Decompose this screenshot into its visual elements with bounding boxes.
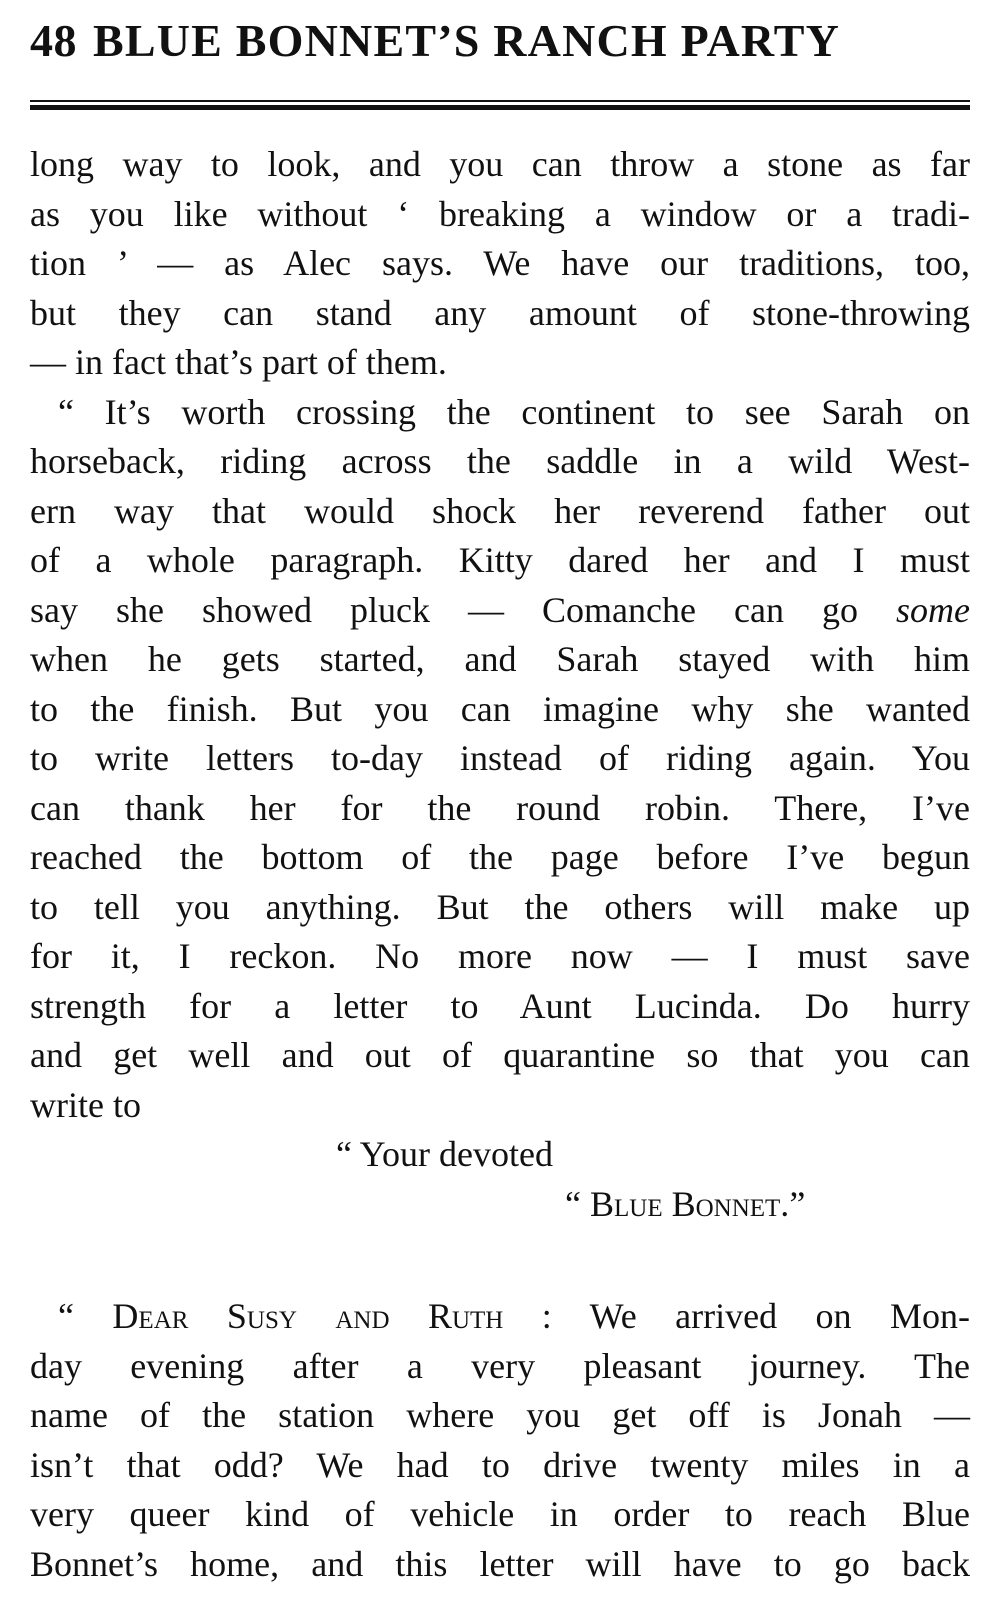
text-line: “ It’s worth crossing the continent to see Sarah on <box>58 391 970 432</box>
text-line: very queer kind of vehicle in order to reach Blue <box>30 1494 970 1534</box>
text-line: long way to look, and you can throw a stone as far <box>30 144 970 184</box>
text-line: Bonnet’s home, and this letter will have to go back <box>30 1543 970 1584</box>
text-segment: say she showed pluck — Comanche can go <box>30 589 858 630</box>
salutation-line <box>30 1292 970 1342</box>
text-line: when he gets started, and Sarah stayed with him <box>30 639 970 679</box>
text-line: of a whole paragraph. Kitty dared her and I must <box>30 540 970 580</box>
text-line: can thank her for the round robin. There, I’ve <box>30 787 970 828</box>
text-line: write to <box>30 1084 141 1125</box>
text-line: horseback, riding across the saddle in a wild West- <box>30 441 970 481</box>
header-rule-thin <box>30 100 970 102</box>
paragraph-gap <box>30 1229 970 1292</box>
signature-name <box>30 1180 970 1230</box>
page-number: 48 <box>30 15 77 66</box>
text-line: name of the station where you get off is Jonah — <box>30 1395 970 1435</box>
italic-word: some <box>896 589 971 630</box>
text-line: day evening after a very pleasant journey. The <box>30 1345 970 1386</box>
text-line: for it, I reckon. No more now — I must save <box>30 936 970 976</box>
text-line: tion ’ — as Alec says. We have our traditions, too, <box>30 243 970 283</box>
text-line: as you like without ‘ breaking a window or a tradi- <box>30 193 970 234</box>
book-page <box>30 15 971 1584</box>
open-quote: “ <box>565 1183 581 1224</box>
text-line-with-italic <box>30 586 970 636</box>
text-line: — in fact that’s part of them. <box>30 342 447 382</box>
text-line: strength for a letter to Aunt Lucinda. Do hurry <box>30 985 970 1026</box>
running-title: BLUE BONNET’S RANCH PARTY <box>93 15 840 66</box>
body-text <box>30 140 970 1589</box>
running-header <box>30 15 970 76</box>
text-line: but they can stand any amount of stone-throwing <box>30 292 970 333</box>
text-segment: We arrived on Mon- <box>589 1296 970 1336</box>
signature-closing: “ Your devoted <box>336 1134 553 1174</box>
salutation: “ Dear Susy and Ruth : <box>58 1296 552 1336</box>
signature-name-text: Blue Bonnet. <box>589 1183 790 1224</box>
text-line: to write letters to-day instead of riding again. You <box>30 738 970 778</box>
text-line: to the finish. But you can imagine why she wanted <box>30 688 970 729</box>
text-line: to tell you anything. But the others will make up <box>30 886 970 927</box>
text-line: ern way that would shock her reverend father out <box>30 490 970 531</box>
text-line: and get well and out of quarantine so that you can <box>30 1035 970 1075</box>
header-rule-thick <box>30 105 970 110</box>
text-line: reached the bottom of the page before I’ve begun <box>30 837 970 877</box>
text-line: isn’t that odd? We had to drive twenty miles in a <box>30 1444 970 1485</box>
header-rule <box>30 100 970 111</box>
close-quote: ” <box>789 1183 806 1224</box>
